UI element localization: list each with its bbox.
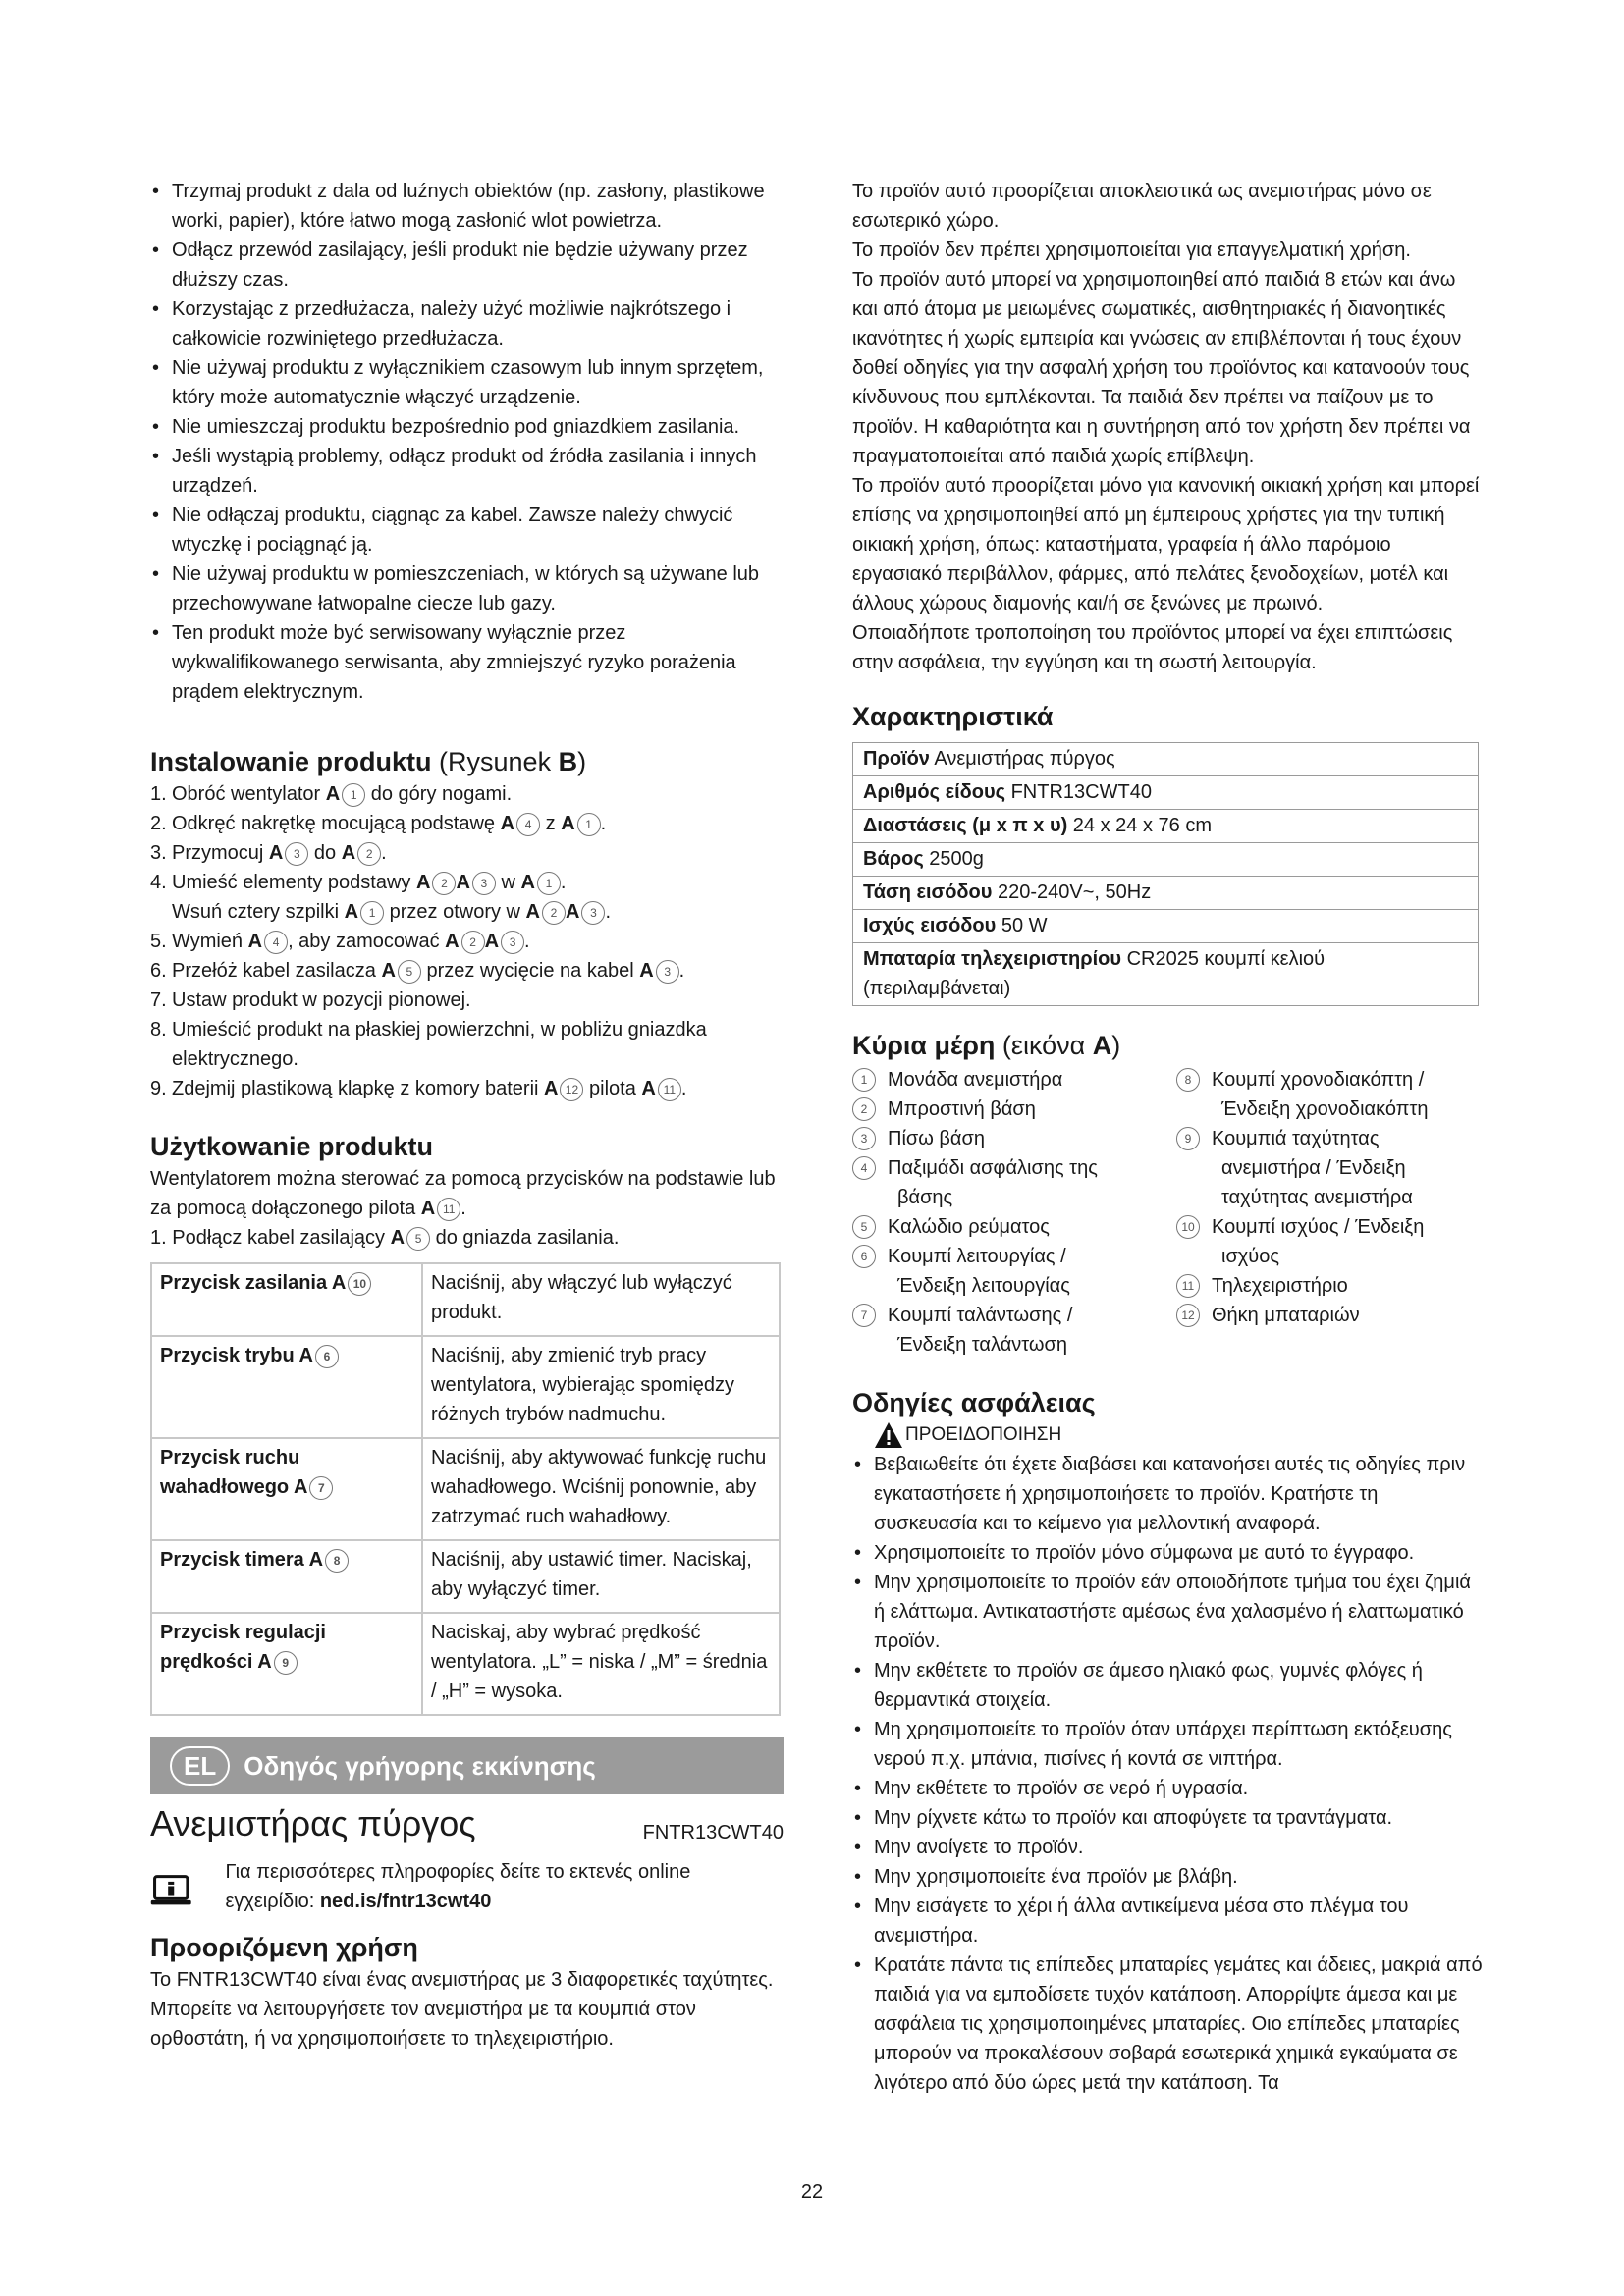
list-item: 7 Κουμπί ταλάντωσης / Ένδειξη ταλάντωση bbox=[852, 1301, 1176, 1360]
list-item: 7. Ustaw produkt w pozycji pionowej. bbox=[150, 989, 471, 1011]
parts-column-2 bbox=[1176, 1065, 1486, 1360]
language-badge: EL bbox=[170, 1746, 230, 1786]
paragraph: Οποιαδήποτε τροποποίηση του προϊόντος μπορεί να έχει επιπτώσεις στην ασφάλεια, την εγγύηση και τη σωστή λειτουργία. bbox=[852, 622, 1453, 673]
list-item: 1. Obróć wentylator A 1 do góry nogami. bbox=[150, 783, 513, 805]
list-item: 3. Przymocuj A 3 do A 2 . bbox=[150, 842, 387, 864]
table-row: Ισχύς εισόδου 50 W bbox=[853, 910, 1479, 943]
list-item: • Μην εκθέτετε το προϊόν σε νερό ή υγρασία. bbox=[852, 1774, 1486, 1803]
list-item: • Odłącz przewód zasilający, jeśli produkt nie będzie używany przez dłuższy czas. bbox=[150, 236, 784, 294]
list-item: • Trzymaj produkt z dala od luźnych obiektów (np. zasłony, plastikowe worki, papier), które łatwo mogą zasłonić wlot powietrza. bbox=[150, 177, 784, 236]
table-row: Przycisk trybu A 6 Naciśnij, aby zmienić tryb pracy wentylatora, wybierając spomiędzy różnych trybów nadmuchu. bbox=[151, 1336, 780, 1438]
list-item: 2 Μπροστινή βάση bbox=[852, 1095, 1176, 1124]
parts-column-1 bbox=[852, 1065, 1176, 1360]
parts-list bbox=[852, 1065, 1486, 1360]
list-item: 5 Καλώδιο ρεύματος bbox=[852, 1212, 1176, 1242]
product-title: Ανεμιστήρας πύργος bbox=[150, 1803, 476, 1843]
list-item: • Μην εκθέτετε το προϊόν σε άμεσο ηλιακό φως, γυμνές φλόγες ή θερμαντικά στοιχεία. bbox=[852, 1656, 1486, 1715]
list-item: 8 Κουμπί χρονοδιακόπτη / Ένδειξη χρονοδιακόπτη bbox=[1176, 1065, 1486, 1124]
list-item: • Ten produkt może być serwisowany wyłącznie przez wykwalifikowanego serwisanta, aby zmniejszyć ryzyko porażenia prądem elektrycznym. bbox=[150, 618, 784, 707]
list-item: • Βεβαιωθείτε ότι έχετε διαβάσει και κατανοήσει αυτές τις οδηγίες πριν εγκαταστήσετε ή χρησιμοποιήσετε το προϊόν. Κρατήστε τη συσκευασία και το κείμενο για μελλοντική αναφορά. bbox=[852, 1450, 1486, 1538]
paragraph: Το FNTR13CWT40 είναι ένας ανεμιστήρας με 3 διαφορετικές ταχύτητες. bbox=[150, 1969, 774, 1991]
paragraph: Το προϊόν αυτό μπορεί να χρησιμοποιηθεί από παιδιά 8 ετών και άνω και από άτομα με μειωμένες σωματικές, αισθητηριακές ή διανοητικές ικανότητες ή χωρίς εμπειρία και γνώσεις αν επιβλέπονται ή τους έχουν δοθεί οδηγίες για την ασφαλή χρήση του προϊόντος και κατανοούν τους κίνδυνους που εμπλέκονται. Τα παιδιά δεν πρέπει να παίζουν με το προϊόν. Η καθαριότητα και η συντήρηση από τον χρήστη δεν πρέπει να πραγματοποιείται από παιδιά χωρίς επίβλεψη. bbox=[852, 269, 1471, 467]
list-item: 12 Θήκη μπαταριών bbox=[1176, 1301, 1486, 1330]
table-row: Βάρος 2500g bbox=[853, 843, 1479, 877]
list-item: 5. Wymień A 4 , aby zamocować A 2 A 3 . bbox=[150, 931, 530, 952]
list-item: Wsuń cztery szpilki A 1 przez otwory w A 2 A 3 . bbox=[172, 901, 611, 923]
specs-heading: Χαρακτηριστικά bbox=[852, 702, 1054, 731]
list-item: 4. Umieść elementy podstawy A 2 A 3 w A 1 . bbox=[150, 872, 567, 893]
list-item: 8. Umieścić produkt na płaskiej powierzchni, w pobliżu gniazdka elektrycznego. bbox=[150, 1019, 707, 1070]
list-item: • Μη χρησιμοποιείτε το προϊόν όταν υπάρχει περίπτωση εκτόξευσης νερού π.χ. μπάνια, πισίνες ή κοντά σε νιπτήρα. bbox=[852, 1715, 1486, 1774]
list-item: 1 Μονάδα ανεμιστήρα bbox=[852, 1065, 1176, 1095]
list-item: 9 Κουμπιά ταχύτητας ανεμιστήρα / Ένδειξη ταχύτητας ανεμιστήρα bbox=[1176, 1124, 1486, 1212]
list-item: • Nie używaj produktu z wyłącznikiem czasowym lub innym sprzętem, który może automatycznie włączyć urządzenie. bbox=[150, 353, 784, 412]
list-item: 10 Κουμπί ισχύος / Ένδειξη ισχύος bbox=[1176, 1212, 1486, 1271]
online-manual bbox=[150, 1857, 784, 1916]
list-item: • Korzystając z przedłużacza, należy użyć możliwie najkrótszego i całkowicie rozwiniętego przedłużacza. bbox=[150, 294, 784, 353]
table-row: Προϊόν Ανεμιστήρας πύργος bbox=[853, 743, 1479, 776]
list-item: 9. Zdejmij plastikową klapkę z komory baterii A 12 pilota A 11 . bbox=[150, 1078, 687, 1099]
quick-start-band bbox=[150, 1737, 784, 1794]
list-item: • Nie używaj produktu w pomieszczeniach, w których są używane lub przechowywane łatwopalne ciecze lub gazy. bbox=[150, 560, 784, 618]
table-row: Przycisk ruchu wahadłowego A 7 Naciśnij, aby aktywować funkcję ruchu wahadłowego. Wciśnij ponownie, aby zatrzymać ruch wahadłowy. bbox=[151, 1438, 780, 1540]
paragraph: Το προϊόν αυτό προορίζεται αποκλειστικά ως ανεμιστήρας μόνο σε εσωτερικό χώρο. bbox=[852, 181, 1432, 232]
usage-intro: Wentylatorem można sterować za pomocą przycisków na podstawie lub za pomocą dołączonego pilota A 11 . bbox=[150, 1168, 776, 1219]
el-safety-list bbox=[852, 1450, 1486, 2098]
list-item: • Μην ανοίγετε το προϊόν. bbox=[852, 1833, 1486, 1862]
list-item: 3 Πίσω βάση bbox=[852, 1124, 1176, 1153]
table-row: Przycisk regulacji prędkości A 9 Naciskaj, aby wybrać prędkość wentylatora. „L” = niska / „M” = średnia / „H” = wysoka. bbox=[151, 1613, 780, 1715]
list-item: • Μην χρησιμοποιείτε ένα προϊόν με βλάβη. bbox=[852, 1862, 1486, 1892]
manual-text: Για περισσότερες πληροφορίες δείτε το εκτενές online εγχειρίδιο: ned.is/fntr13cwt40 bbox=[225, 1861, 691, 1912]
table-row: Τάση εισόδου 220-240V~, 50Hz bbox=[853, 877, 1479, 910]
left-column bbox=[150, 177, 784, 2054]
list-item: 6. Przełóż kabel zasilacza A 5 przez wycięcie na kabel A 3 . bbox=[150, 960, 685, 982]
list-item: 11 Τηλεχειριστήριο bbox=[1176, 1271, 1486, 1301]
list-item: 6 Κουμπί λειτουργίας / Ένδειξη λειτουργίας bbox=[852, 1242, 1176, 1301]
manual-link[interactable]: ned.is/fntr13cwt40 bbox=[319, 1891, 492, 1912]
list-item: • Nie umieszczaj produktu bezpośrednio pod gniazdkiem zasilania. bbox=[150, 412, 784, 442]
list-item: • Μην εισάγετε το χέρι ή άλλα αντικείμενα μέσα στο πλέγμα του ανεμιστήρα. bbox=[852, 1892, 1486, 1950]
parts-heading: Κύρια μέρη (εικόνα A) bbox=[852, 1031, 1121, 1060]
product-title-row bbox=[150, 1800, 784, 1847]
list-item: • Κρατάτε πάντα τις επίπεδες μπαταρίες γεμάτες και άδειες, μακριά από παιδιά για να εμποδίσετε τυχόν κατάποση. Απορρίψτε άμεσα και με ασφάλεια τις χρησιμοποιημένες μπαταρίες. Οιο επίπεδες μπαταρίες μπορούν να προκαλέσουν σοβαρά εσωτερικά χημικά εγκαύματα σε λιγότερο από δύο ώρες μετά την κατάποση. Τα bbox=[852, 1950, 1486, 2098]
right-column bbox=[852, 177, 1486, 2098]
paragraph: Το προϊόν αυτό προορίζεται μόνο για κανονική οικιακή χρήση και μπορεί επίσης να χρησιμοποιηθεί από μη έμπειρους χρήστες για την τυπική οικιακή χρήση, όπως: καταστήματα, γραφεία ή άλλο παρόμοιο εργασιακό περιβάλλον, φάρμες, από πελάτες ξενοδοχείων, μοτέλ και άλλους χώρους διαμονής και/ή σε ξενώνες με πρωινό. bbox=[852, 475, 1480, 614]
install-steps bbox=[150, 779, 784, 1103]
table-row: Αριθμός είδους FNTR13CWT40 bbox=[853, 776, 1479, 810]
pl-safety-list bbox=[150, 177, 784, 707]
list-item: • Χρησιμοποιείτε το προϊόν μόνο σύμφωνα με αυτό το έγγραφο. bbox=[852, 1538, 1486, 1568]
list-item: 4 Παξιμάδι ασφάλισης της βάσης bbox=[852, 1153, 1176, 1212]
list-item: • Μην χρησιμοποιείτε το προϊόν εάν οποιοδήποτε τμήμα του έχει ζημιά ή ελάττωμα. Αντικαταστήστε αμέσως ένα χαλασμένο ή ελαττωματικό προϊόν. bbox=[852, 1568, 1486, 1656]
table-row: Μπαταρία τηλεχειριστηρίου CR2025 κουμπί κελιού (περιλαμβάνεται) bbox=[853, 943, 1479, 1006]
list-item: 2. Odkręć nakrętkę mocującą podstawę A 4 z A 1 . bbox=[150, 813, 607, 834]
quick-start-title: Οδηγός γρήγορης εκκίνησης bbox=[244, 1751, 596, 1781]
intended-use-heading: Προοριζόμενη χρήση bbox=[150, 1933, 418, 1962]
table-row: Przycisk timera A 8 Naciśnij, aby ustawić timer. Naciskaj, aby wyłączyć timer. bbox=[151, 1540, 780, 1613]
paragraph: Το προϊόν δεν πρέπει χρησιμοποιείται για επαγγελματική χρήση. bbox=[852, 240, 1411, 261]
product-code: FNTR13CWT40 bbox=[642, 1822, 784, 1843]
list-item: • Nie odłączaj produktu, ciągnąc za kabel. Zawsze należy chwycić wtyczkę i pociągnąć ją. bbox=[150, 501, 784, 560]
safety-heading: Οδηγίες ασφάλειας bbox=[852, 1388, 1096, 1417]
specs-table bbox=[852, 742, 1479, 1006]
list-item: • Jeśli wystąpią problemy, odłącz produkt od źródła zasilania i innych urządzeń. bbox=[150, 442, 784, 501]
install-heading: Instalowanie produktu (Rysunek B) bbox=[150, 747, 587, 776]
paragraph: Μπορείτε να λειτουργήσετε τον ανεμιστήρα με τα κουμπιά στον ορθοστάτη, ή να χρησιμοποιήσετε το τηλεχειριστήριο. bbox=[150, 1999, 696, 2050]
warning-icon bbox=[874, 1421, 903, 1449]
table-row: Przycisk zasilania A 10 Naciśnij, aby włączyć lub wyłączyć produkt. bbox=[151, 1263, 780, 1336]
list-item: • Μην ρίχνετε κάτω το προϊόν και αποφύγετε τα τραντάγματα. bbox=[852, 1803, 1486, 1833]
table-row: Διαστάσεις (μ x π x υ) 24 x 24 x 76 cm bbox=[853, 810, 1479, 843]
usage-heading: Użytkowanie produktu bbox=[150, 1132, 434, 1161]
warning-label: ΠΡΟΕΙΔΟΠΟΙΗΣΗ bbox=[852, 1420, 1486, 1450]
buttons-table bbox=[150, 1262, 781, 1716]
usage-step: 1. Podłącz kabel zasilający A 5 do gniazda zasilania. bbox=[150, 1227, 620, 1249]
page-number: 22 bbox=[800, 2181, 824, 2203]
manual-icon bbox=[150, 1869, 191, 1912]
